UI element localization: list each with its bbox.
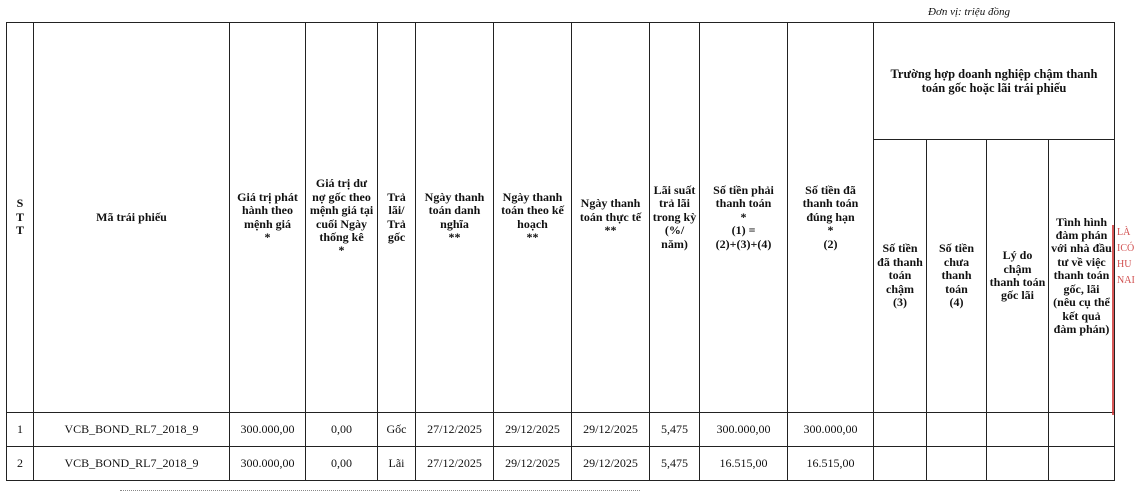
cell-late-paid (874, 413, 927, 447)
header-nominal-date: Ngày thanh toán danh nghĩa ** (416, 23, 494, 413)
cell-late-reason (987, 447, 1049, 481)
cell-stt: 2 (7, 447, 34, 481)
header-late-group: Trường hợp doanh nghiệp chậm thanh toán gốc hoặc lãi trái phiếu (874, 23, 1115, 140)
cell-bond-code: VCB_BOND_RL7_2018_9 (34, 413, 230, 447)
cell-face-value: 300.000,00 (230, 447, 306, 481)
cell-nominal-date: 27/12/2025 (416, 413, 494, 447)
header-outstanding: Giá trị dư nợ gốc theo mệnh giá tại cuối Ngày thống kê * (306, 23, 378, 413)
cell-unpaid (927, 413, 987, 447)
stamp-text: LÀ (1117, 227, 1131, 238)
bond-payment-table (6, 22, 1115, 481)
stamp-text: NAI (1117, 275, 1135, 286)
cell-amount-due: 16.515,00 (700, 447, 788, 481)
unit-note: Đơn vị: triệu đồng (928, 6, 1010, 18)
cell-amount-paid: 300.000,00 (788, 413, 874, 447)
cell-rate: 5,475 (650, 447, 700, 481)
header-rate: Lãi suất trả lãi trong kỳ (%/ năm) (650, 23, 700, 413)
red-stamp-fragment (1112, 225, 1144, 415)
cell-rate: 5,475 (650, 413, 700, 447)
header-pay-type: Trả lãi/ Trả gốc (378, 23, 416, 413)
header-planned-date: Ngày thanh toán theo kế hoạch ** (494, 23, 572, 413)
header-late-paid: Số tiền đã thanh toán chậm (3) (874, 140, 927, 413)
cell-planned-date: 29/12/2025 (494, 413, 572, 447)
cell-planned-date: 29/12/2025 (494, 447, 572, 481)
cell-actual-date: 29/12/2025 (572, 447, 650, 481)
cell-bond-code: VCB_BOND_RL7_2018_9 (34, 447, 230, 481)
stamp-text: HU (1117, 259, 1132, 270)
cell-nominal-date: 27/12/2025 (416, 447, 494, 481)
page-cut-line (120, 490, 640, 495)
cell-unpaid (927, 447, 987, 481)
cell-amount-paid: 16.515,00 (788, 447, 874, 481)
table-row (7, 447, 1115, 481)
cell-stt: 1 (7, 413, 34, 447)
header-negotiation: Tình hình đàm phán với nhà đầu tư về việc thanh toán gốc, lãi (nêu cụ thể kết quả đàm phán) (1049, 140, 1115, 413)
cell-amount-due: 300.000,00 (700, 413, 788, 447)
cell-pay-type: Lãi (378, 447, 416, 481)
cell-negotiation (1049, 447, 1115, 481)
header-unpaid: Số tiền chưa thanh toán (4) (927, 140, 987, 413)
cell-outstanding: 0,00 (306, 413, 378, 447)
header-late-reason: Lý do chậm thanh toán gốc lãi (987, 140, 1049, 413)
stamp-text: ICÓ (1117, 243, 1135, 254)
cell-negotiation (1049, 413, 1115, 447)
cell-pay-type: Gốc (378, 413, 416, 447)
header-stt: S T T (7, 23, 34, 413)
cell-outstanding: 0,00 (306, 447, 378, 481)
header-actual-date: Ngày thanh toán thực tế ** (572, 23, 650, 413)
cell-late-paid (874, 447, 927, 481)
header-face-value: Giá trị phát hành theo mệnh giá * (230, 23, 306, 413)
header-bond-code: Mã trái phiếu (34, 23, 230, 413)
header-amount-due: Số tiền phải thanh toán * (1) = (2)+(3)+(4) (700, 23, 788, 413)
header-amount-paid: Số tiền đã thanh toán đúng hạn * (2) (788, 23, 874, 413)
table-row (7, 413, 1115, 447)
cell-late-reason (987, 413, 1049, 447)
cell-face-value: 300.000,00 (230, 413, 306, 447)
cell-actual-date: 29/12/2025 (572, 413, 650, 447)
